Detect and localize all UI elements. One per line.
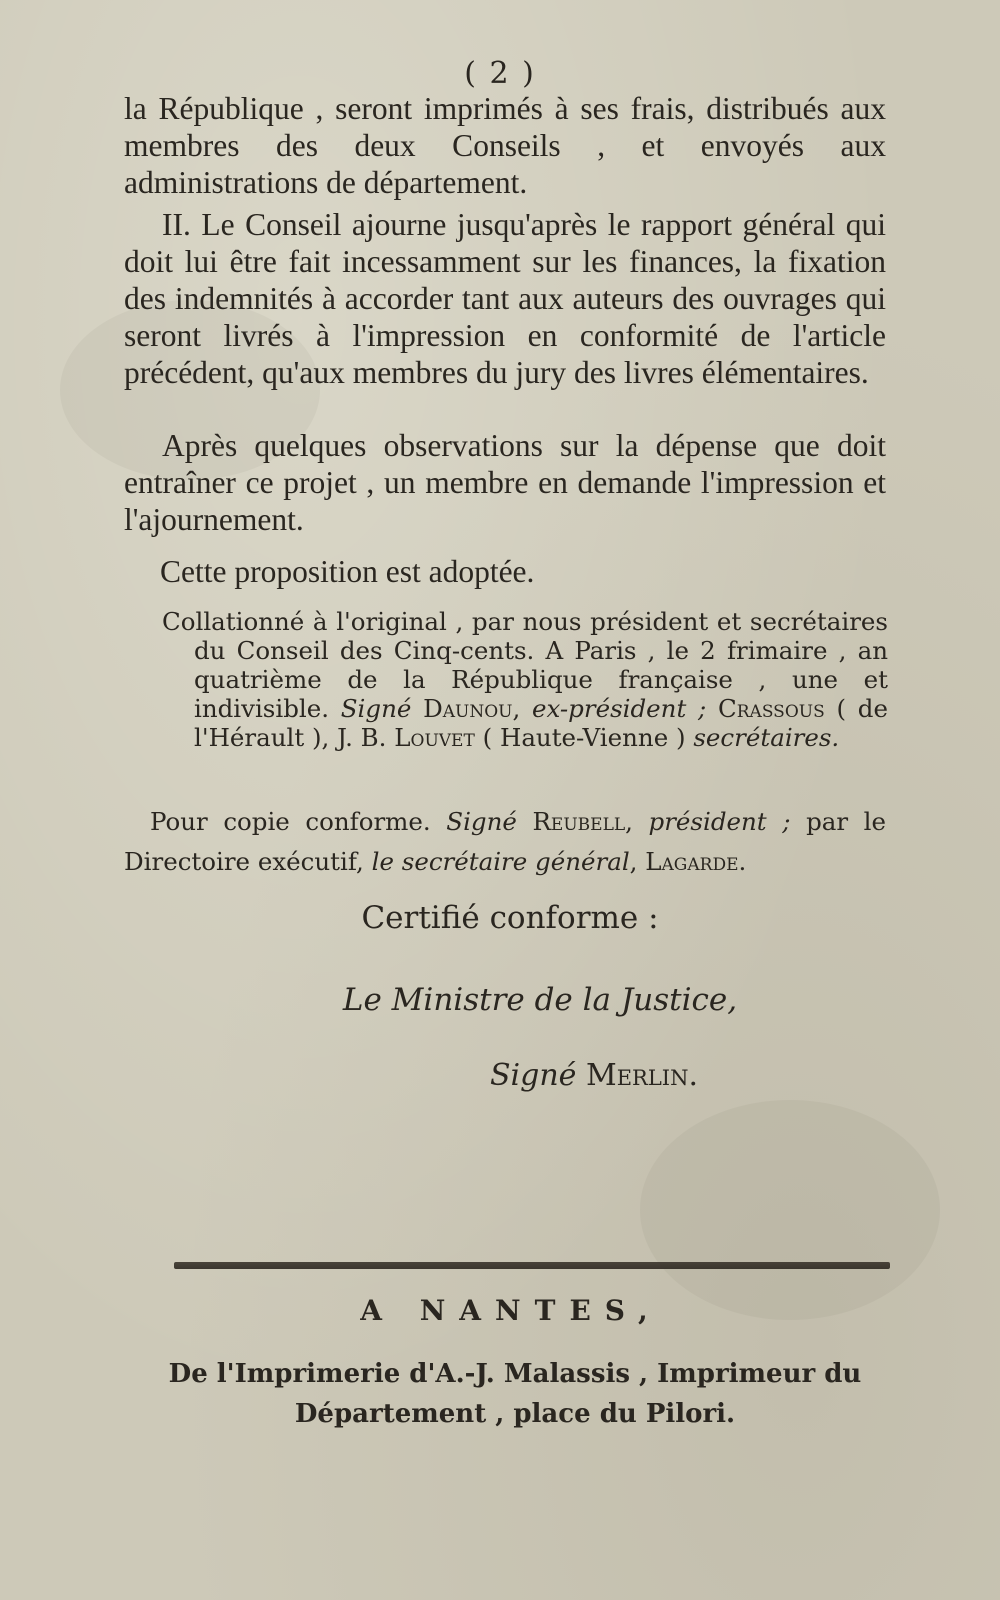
paragraph-observations: Après quelques observations sur la dépense que doit entraîner ce projet , un membre en demande l'impression et l'ajournement. bbox=[124, 428, 886, 537]
collation-haute-vienne: ( Haute-Vienne ) bbox=[482, 723, 686, 752]
copy-secretaire-general: le secrétaire général bbox=[371, 847, 630, 876]
collation-louvet: Louvet bbox=[394, 723, 475, 752]
paragraph-adopted: Cette proposition est adoptée. bbox=[160, 554, 535, 589]
paragraph-article-ii: II. Le Conseil ajourne jusqu'après le rapport général qui doit lui être fait incessamment sur les finances, la fixation des indemnités à accorder tant aux auteurs des ouvrages qui seront livrés à l'impression en conformité de l'article précédent, qu'aux membres du jury des livres élémentaires. bbox=[124, 207, 886, 390]
copy-conforme: Pour copie conforme. Signé Reubell, président ; par le Directoire exécutif, le secrétaire général, Lagarde. bbox=[124, 807, 886, 876]
signature-merlin: Merlin. bbox=[585, 1058, 698, 1093]
collation-herault: ( de l'Hérault ), bbox=[194, 694, 888, 752]
collation-jb: J. B. bbox=[337, 723, 387, 752]
minister-title: Le Ministre de la Justice, bbox=[342, 982, 738, 1018]
imprint-line-1: De l'Imprimerie d'A.-J. Malassis , Imprimeur du bbox=[168, 1359, 862, 1389]
signature-signe: Signé bbox=[490, 1058, 577, 1093]
collation-ex-president: ex-président ; bbox=[532, 694, 707, 723]
collation-note: Collationné à l'original , par nous président et secrétaires du Conseil des Cinq-cents. A Paris , le 2 frimaire , an quatrième de la République française , une et indivisible. Signé Daunou, ex-président ; Crassous ( de l'Hérault ), J. B. Louvet ( Haute-Vienne ) secrétaires. bbox=[162, 607, 888, 752]
certifie-conforme: Certifié conforme : bbox=[361, 900, 659, 936]
minister-signature bbox=[490, 1058, 698, 1093]
collation-text: Collationné à l'original , par nous président et secrétaires du Conseil des Cinq-cents. A Paris , le 2 frimaire , an quatrième de la République française , une et indivisible. bbox=[162, 607, 888, 723]
paper-stain bbox=[640, 1100, 940, 1320]
collation-signe: Signé bbox=[340, 694, 412, 723]
imprint-printer bbox=[140, 1354, 890, 1434]
collation-crassous: Crassous bbox=[718, 694, 825, 723]
copy-par-le: par le Directoire exécutif, bbox=[124, 807, 886, 876]
copy-lagarde: Lagarde. bbox=[645, 847, 747, 876]
collation-daunou: Daunou bbox=[423, 694, 513, 723]
copy-pour-copie: Pour copie conforme. bbox=[150, 807, 431, 836]
copy-signe: Signé bbox=[446, 807, 517, 836]
collation-secretaires: secrétaires. bbox=[693, 723, 840, 752]
copy-president: président ; bbox=[648, 807, 791, 836]
paragraph-continuation: la République , seront imprimés à ses frais, distribués aux membres des deux Conseils , et envoyés aux administrations de département. bbox=[124, 91, 886, 200]
copy-reubell: Reubell, bbox=[532, 807, 633, 836]
imprint-line-2: Département , place du Pilori. bbox=[294, 1399, 736, 1429]
page-number: ( 2 ) bbox=[464, 56, 536, 91]
horizontal-rule bbox=[174, 1262, 890, 1269]
imprint-city: A NANTES, bbox=[360, 1294, 662, 1327]
